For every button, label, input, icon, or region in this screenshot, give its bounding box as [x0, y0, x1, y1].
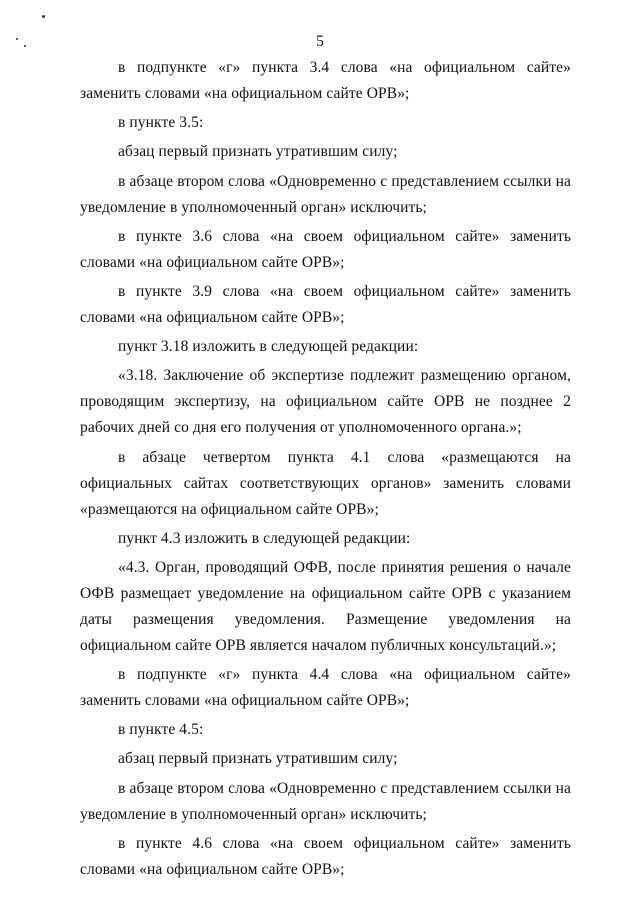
- scan-speck: [42, 15, 45, 18]
- paragraph: в пункте 3.5:: [118, 114, 204, 132]
- paragraph: пункт 4.3 изложить в следующей редакции:: [118, 529, 411, 547]
- paragraph: в абзаце втором слова «Одновременно с представлением ссылки на уведомление в уполномоченный орган» исключить;: [80, 172, 571, 216]
- paragraph: в пункте 3.6 слова «на своем официальном сайте» заменить словами «на официальном сайте ОРВ»;: [80, 227, 571, 271]
- paragraph: в пункте 4.5:: [118, 721, 204, 739]
- scan-speck: [24, 45, 26, 47]
- scan-speck: [16, 38, 18, 40]
- paragraph: в абзаце четвертом пункта 4.1 слова «размещаются на официальных сайтах соответствующих органов» заменить словами «размещаются на официальном сайте ОРВ»;: [80, 448, 571, 518]
- paragraph: абзац первый признать утратившим силу;: [118, 750, 398, 768]
- page-number: 5: [316, 33, 324, 50]
- paragraph: абзац первый признать утратившим силу;: [118, 143, 398, 161]
- paragraph: в пункте 3.9 слова «на своем официальном сайте» заменить словами «на официальном сайте ОРВ»;: [80, 282, 571, 326]
- document-body: [80, 55, 571, 883]
- paragraph: в пункте 4.6 слова «на своем официальном сайте» заменить словами «на официальном сайте ОРВ»;: [80, 834, 571, 878]
- paragraph: «4.3. Орган, проводящий ОФВ, после принятия решения о начале ОФВ размещает уведомление на официальном сайте ОРВ с указанием даты размещения уведомления. Размещение уведомления на официальном сайте ОРВ является началом публичных консультаций.»;: [80, 558, 571, 654]
- paragraph: в подпункте «г» пункта 3.4 слова «на официальном сайте» заменить словами «на официальном сайте ОРВ»;: [80, 59, 571, 102]
- paragraph: «3.18. Заключение об экспертизе подлежит размещению органом, проводящим экспертизу, на официальном сайте ОРВ не позднее 2 рабочих дней со дня его получения от уполномоченного органа.»;: [80, 367, 571, 437]
- paragraph: в абзаце втором слова «Одновременно с представлением ссылки на уведомление в уполномоченный орган» исключить;: [80, 779, 571, 823]
- paragraph: пункт 3.18 изложить в следующей редакции:: [118, 338, 419, 356]
- paragraph: в подпункте «г» пункта 4.4 слова «на официальном сайте» заменить словами «на официальном сайте ОРВ»;: [80, 666, 571, 710]
